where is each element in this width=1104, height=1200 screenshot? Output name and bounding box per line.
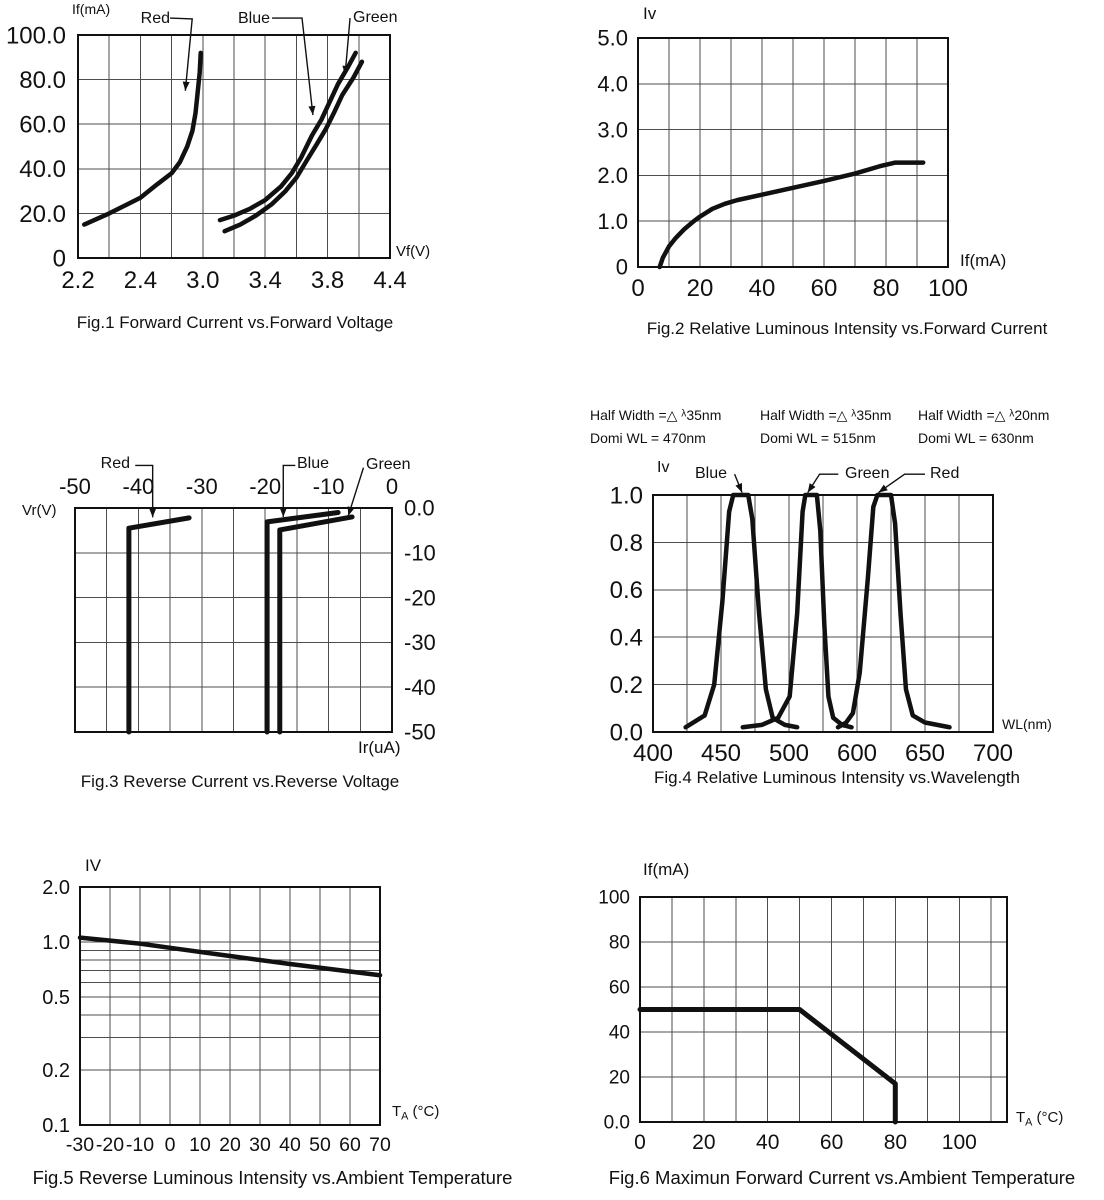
svg-text:-30: -30: [185, 474, 218, 499]
svg-text:0.0: 0.0: [609, 719, 643, 747]
svg-text:Ir(uA): Ir(uA): [358, 738, 401, 757]
svg-text:-50: -50: [404, 719, 436, 745]
svg-text:Vr(V): Vr(V): [22, 502, 57, 519]
svg-text:80: 80: [608, 932, 630, 954]
fig4-caption: Fig.4 Relative Luminous Intensity vs.Wavelength: [654, 768, 1020, 787]
svg-text:20: 20: [219, 1134, 241, 1156]
svg-text:2.4: 2.4: [123, 267, 158, 294]
svg-text:Red: Red: [140, 10, 170, 27]
svg-text:Domi WL = 515nm: Domi WL = 515nm: [760, 430, 876, 446]
svg-text:Blue: Blue: [695, 465, 728, 482]
fig4-chart: [552, 390, 1104, 815]
figure-fig3: [0, 428, 552, 820]
svg-text:450: 450: [700, 740, 742, 767]
svg-text:Blue: Blue: [237, 10, 270, 27]
svg-text:650: 650: [904, 740, 946, 767]
svg-text:60.0: 60.0: [19, 111, 66, 139]
fig1-caption: Fig.1 Forward Current vs.Forward Voltage: [76, 313, 394, 332]
svg-text:Blue: Blue: [297, 455, 330, 472]
svg-text:1.0: 1.0: [609, 482, 643, 510]
fig3-chart: [0, 428, 552, 820]
fig6-caption: Fig.6 Maximun Forward Current vs.Ambient Temperature: [608, 1167, 1076, 1188]
svg-text:-50: -50: [59, 474, 91, 499]
svg-text:0.2: 0.2: [42, 1060, 70, 1083]
svg-text:3.0: 3.0: [186, 267, 220, 294]
svg-text:Iv: Iv: [657, 459, 670, 476]
figure-fig1: [0, 0, 552, 352]
figure-fig6: [552, 850, 1104, 1200]
svg-text:60: 60: [819, 1131, 844, 1154]
svg-text:Red: Red: [930, 465, 960, 482]
svg-text:Vf(V): Vf(V): [396, 243, 431, 260]
svg-text:Green: Green: [353, 9, 398, 26]
svg-text:80: 80: [883, 1131, 908, 1154]
svg-text:Half Width =△ λ35nm: Half Width =△ $^\lambda$35nm: [590, 407, 722, 423]
svg-text:20: 20: [686, 275, 714, 302]
svg-text:0: 0: [634, 1131, 646, 1154]
svg-text:100: 100: [927, 275, 969, 302]
svg-text:-20: -20: [404, 585, 436, 611]
svg-text:80.0: 80.0: [19, 67, 66, 94]
svg-text:4.0: 4.0: [597, 71, 628, 97]
svg-text:If(mA): If(mA): [72, 1, 111, 17]
fig1-chart: [0, 0, 552, 352]
svg-text:-10: -10: [125, 1134, 155, 1156]
svg-text:3.8: 3.8: [310, 267, 345, 294]
svg-text:400: 400: [632, 740, 674, 767]
svg-text:0.6: 0.6: [609, 577, 643, 605]
svg-text:2.0: 2.0: [42, 877, 70, 899]
svg-text:60: 60: [608, 977, 630, 999]
svg-text:80: 80: [872, 275, 900, 302]
svg-text:-30: -30: [65, 1134, 95, 1156]
svg-text:WL(nm): WL(nm): [1002, 716, 1052, 732]
svg-text:0.5: 0.5: [42, 987, 70, 1010]
svg-text:100: 100: [598, 887, 630, 909]
svg-text:0.0: 0.0: [404, 495, 435, 521]
svg-text:4.4: 4.4: [373, 267, 407, 294]
svg-text:5.0: 5.0: [597, 25, 628, 51]
svg-text:20: 20: [692, 1131, 716, 1154]
svg-text:1.0: 1.0: [42, 931, 70, 954]
svg-text:20.0: 20.0: [19, 200, 66, 228]
svg-text:0.0: 0.0: [603, 1112, 630, 1134]
svg-text:0: 0: [615, 254, 628, 280]
svg-text:40.0: 40.0: [19, 156, 66, 184]
svg-text:3.4: 3.4: [248, 267, 282, 294]
svg-text:-40: -40: [404, 674, 436, 700]
fig2-chart: [552, 0, 1104, 352]
svg-text:If(mA): If(mA): [960, 251, 1007, 270]
svg-text:600: 600: [836, 740, 878, 767]
fig2-caption: Fig.2 Relative Luminous Intensity vs.Forward Current: [646, 319, 1048, 338]
svg-text:20: 20: [608, 1067, 630, 1089]
svg-text:40: 40: [608, 1022, 630, 1044]
svg-text:0.4: 0.4: [609, 624, 643, 652]
svg-text:0.1: 0.1: [42, 1115, 70, 1137]
svg-text:0: 0: [164, 1134, 176, 1156]
svg-text:60: 60: [339, 1134, 361, 1156]
svg-text:IV: IV: [85, 856, 102, 875]
svg-text:70: 70: [369, 1134, 391, 1156]
svg-text:0.8: 0.8: [609, 529, 643, 557]
svg-text:0: 0: [631, 275, 645, 302]
figure-fig2: [552, 0, 1104, 352]
svg-text:2.2: 2.2: [61, 267, 95, 294]
svg-text:Domi WL = 470nm: Domi WL = 470nm: [590, 430, 706, 446]
svg-text:40: 40: [756, 1131, 780, 1154]
svg-text:10: 10: [189, 1134, 211, 1156]
svg-text:700: 700: [972, 740, 1014, 767]
svg-text:40: 40: [748, 275, 776, 302]
svg-text:100.0: 100.0: [5, 22, 66, 50]
fig5-caption: Fig.5 Reverse Luminous Intensity vs.Ambient Temperature: [32, 1167, 513, 1188]
fig3-caption: Fig.3 Reverse Current vs.Reverse Voltage: [80, 772, 400, 791]
svg-text:60: 60: [810, 275, 838, 302]
svg-text:0.2: 0.2: [609, 672, 643, 699]
svg-text:-10: -10: [404, 540, 436, 566]
figure-fig4: [552, 390, 1104, 815]
svg-text:50: 50: [309, 1134, 331, 1156]
figure-fig5: [0, 850, 552, 1200]
svg-text:30: 30: [249, 1134, 271, 1156]
svg-text:Iv: Iv: [643, 4, 657, 23]
svg-text:-30: -30: [404, 630, 436, 656]
fig6-chart: [552, 850, 1104, 1200]
svg-text:Half Width =△ λ35nm: Half Width =△ $^\lambda$35nm: [760, 407, 892, 423]
svg-text:1.0: 1.0: [597, 208, 628, 234]
svg-text:Green: Green: [845, 465, 890, 482]
svg-text:-20: -20: [95, 1134, 125, 1156]
fig5-chart: [0, 850, 552, 1200]
svg-text:TA (°C): $T_A$ (°C): [1016, 1109, 1064, 1129]
svg-text:Red: Red: [100, 455, 130, 472]
svg-text:-10: -10: [312, 474, 345, 499]
svg-text:If(mA): If(mA): [643, 860, 690, 879]
svg-text:500: 500: [768, 740, 810, 767]
svg-text:TA (°C): $T_A$ (°C): [392, 1103, 440, 1123]
svg-text:0: 0: [52, 245, 66, 273]
svg-text:Domi WL = 630nm: Domi WL = 630nm: [918, 430, 1034, 446]
svg-text:Green: Green: [366, 456, 411, 473]
svg-text:100: 100: [941, 1131, 977, 1154]
svg-text:3.0: 3.0: [597, 117, 628, 143]
svg-text:40: 40: [279, 1134, 301, 1156]
svg-text:2.0: 2.0: [597, 163, 628, 189]
svg-text:Half Width =△ λ20nm: Half Width =△ $^\lambda$20nm: [918, 407, 1050, 423]
svg-text:-40: -40: [122, 474, 155, 499]
svg-text:0: 0: [385, 474, 399, 499]
svg-text:-20: -20: [249, 474, 282, 499]
